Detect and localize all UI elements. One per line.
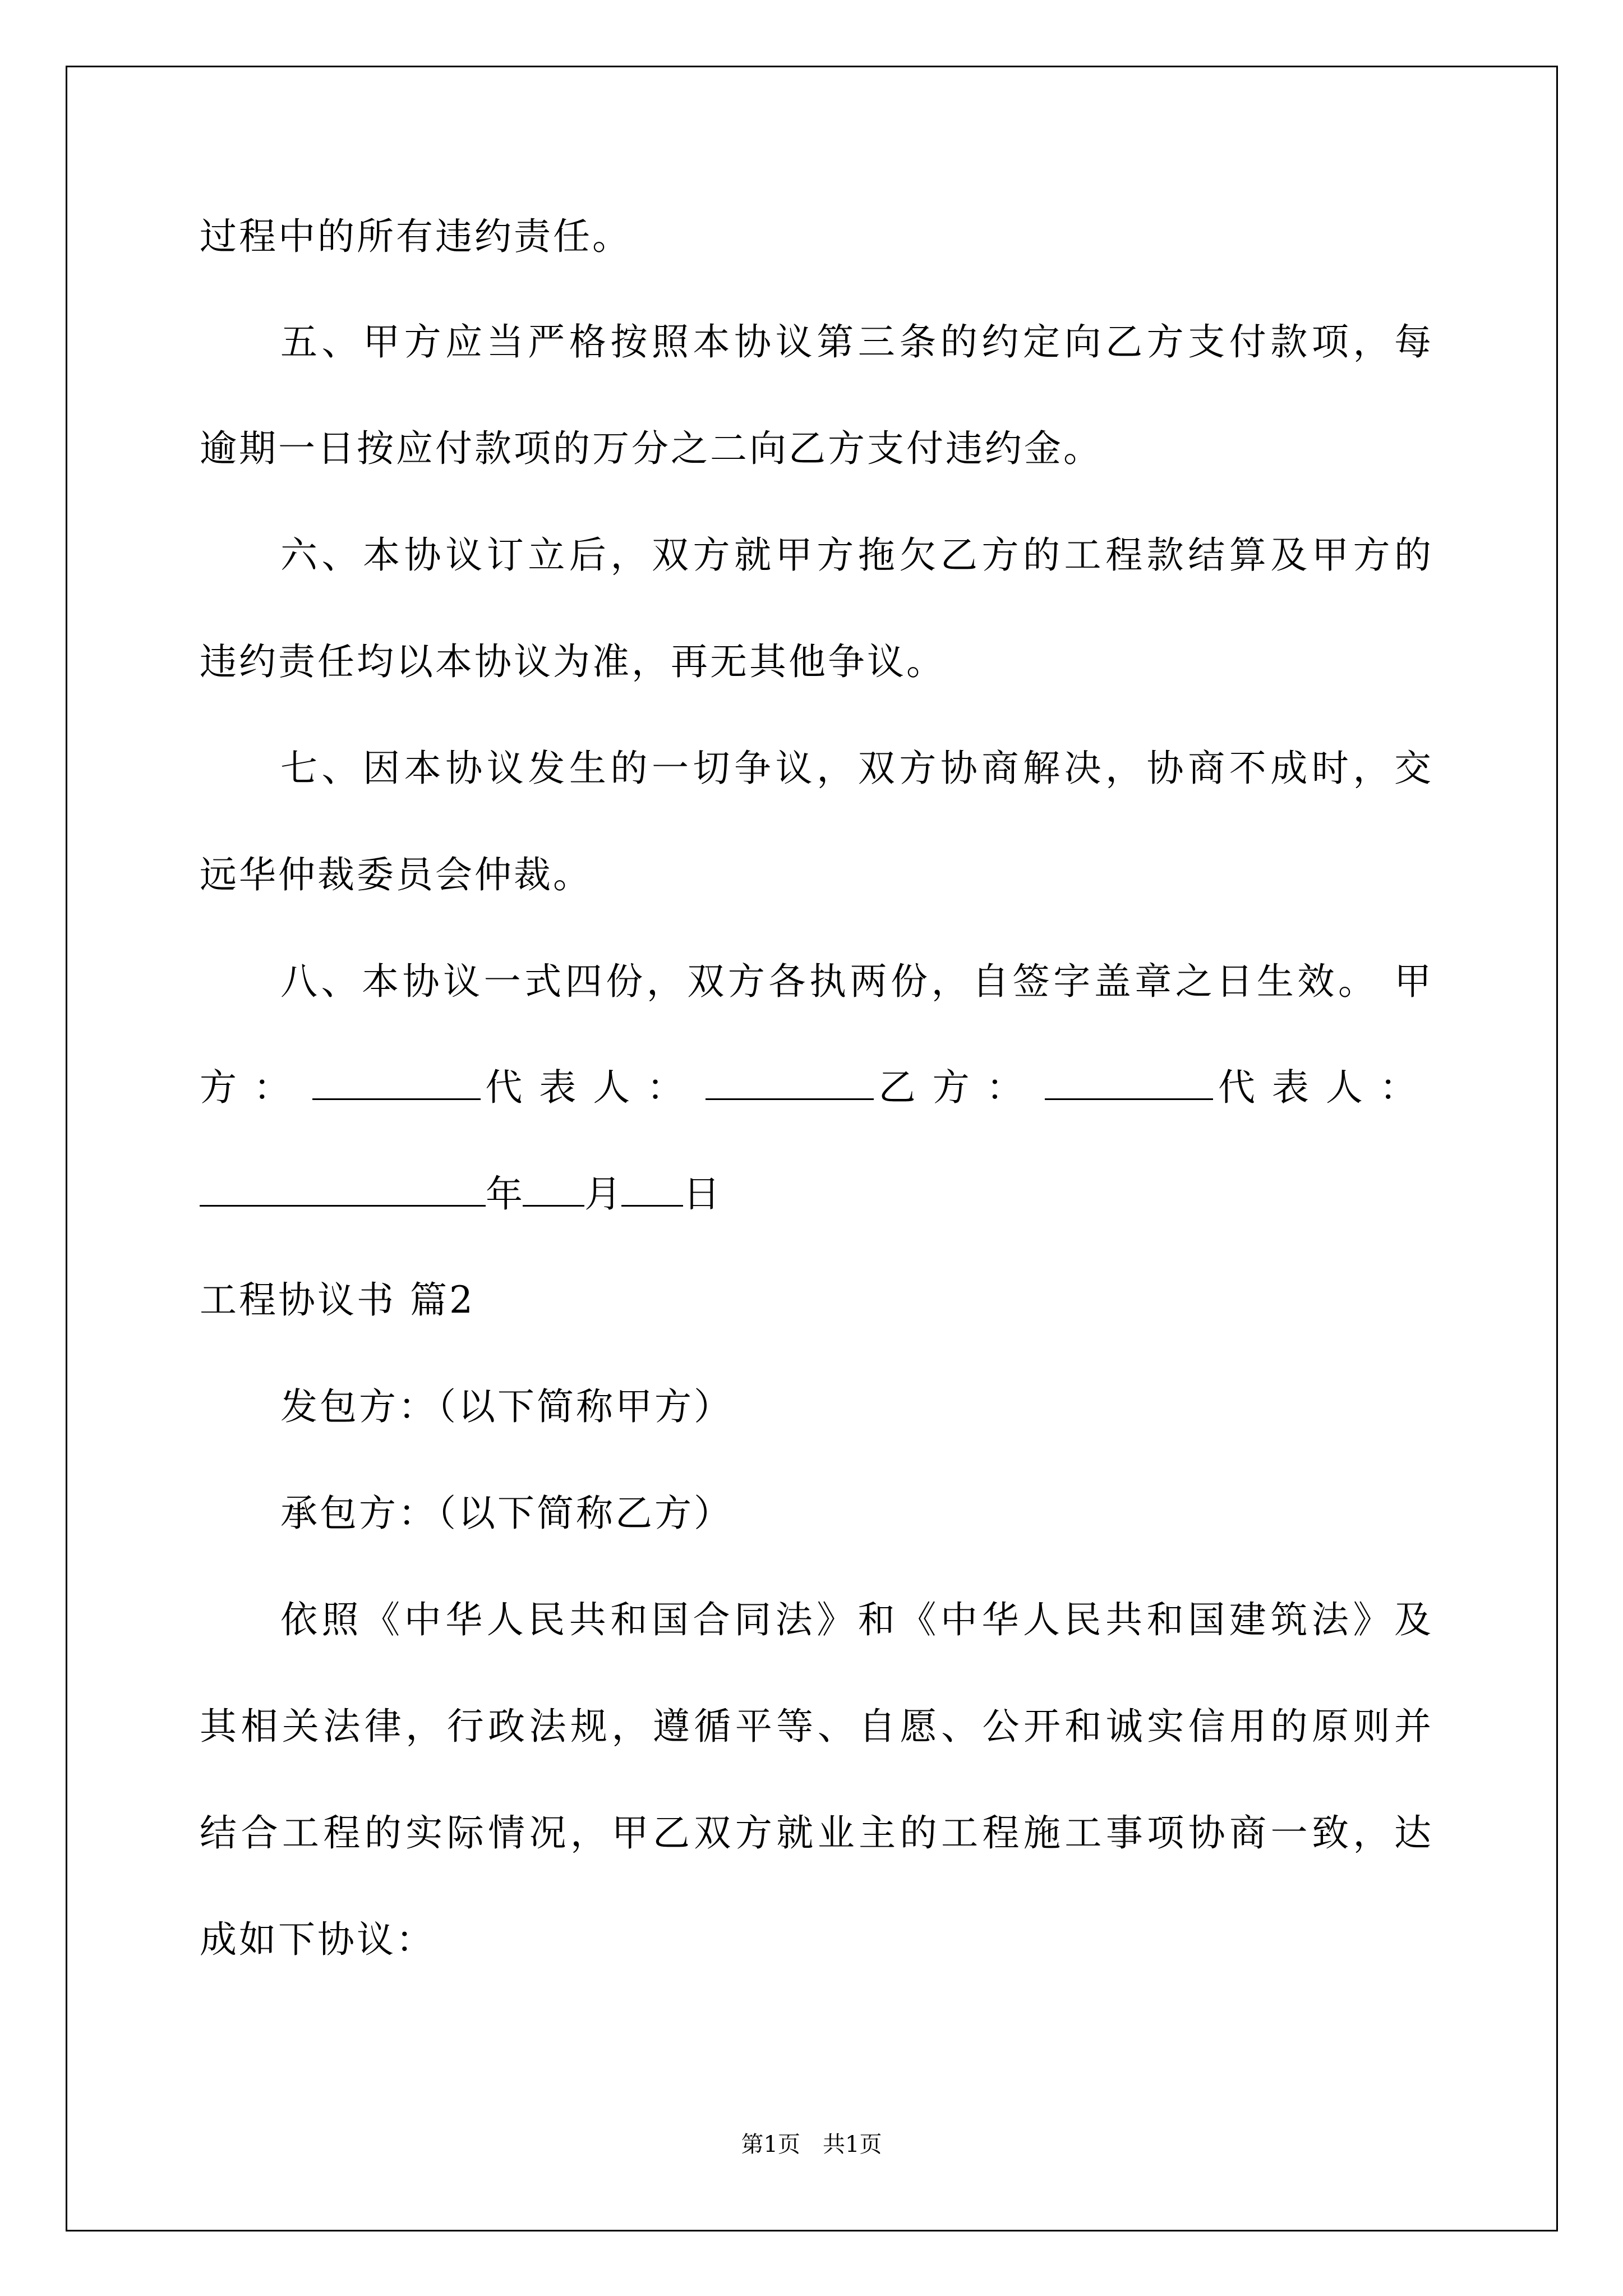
contract-line: 发包方：（以下简称甲方）	[280, 1385, 733, 1428]
date-row	[200, 1171, 720, 1217]
rep-b-label: 代表人：	[1218, 1066, 1433, 1109]
day-blank	[621, 1171, 683, 1207]
year-label: 年	[486, 1172, 523, 1216]
rep-a-blank	[706, 1065, 874, 1100]
page-border	[66, 66, 1558, 2231]
section-title: 工程协议书 篇2	[200, 1278, 475, 1322]
paragraph-line: 逾期一日按应付款项的万分之二向乙方支付违约金。	[200, 427, 1103, 470]
page-footer: 第1页 共1页	[741, 2132, 882, 2157]
paragraph-line: 违约责任均以本协议为准，再无其他争议。	[200, 640, 946, 683]
paragraph-line: 七、因本协议发生的一切争议，双方协商解决，协商不成时，交	[280, 747, 1433, 790]
rep-a-label: 代表人：	[485, 1066, 701, 1109]
party-b-blank	[1045, 1065, 1213, 1100]
contract-line: 成如下协议：	[200, 1918, 435, 1961]
contract-line: 其相关法律，行政法规，遵循平等、自愿、公开和诚实信用的原则并	[200, 1705, 1433, 1748]
paragraph-line: 过程中的所有违约责任。	[200, 215, 631, 258]
contract-line: 依照《中华人民共和国合同法》和《中华人民共和国建筑法》及	[280, 1598, 1433, 1641]
paragraph-line: 八、本协议一式四份，双方各执两份，自签字盖章之日生效。 甲	[280, 960, 1433, 1003]
party-a-label: 方：	[200, 1066, 307, 1109]
contract-line: 结合工程的实际情况，甲乙双方就业主的工程施工事项协商一致，达	[200, 1811, 1433, 1855]
month-blank	[523, 1171, 584, 1207]
day-label: 日	[683, 1172, 720, 1216]
month-label: 月	[584, 1172, 621, 1216]
contract-line: 承包方：（以下简称乙方）	[280, 1492, 733, 1535]
paragraph-line: 五、甲方应当严格按照本协议第三条的约定向乙方支付款项，每	[280, 320, 1433, 364]
paragraph-line: 六、本协议订立后，双方就甲方拖欠乙方的工程款结算及甲方的	[280, 533, 1433, 577]
signature-row	[200, 1065, 1433, 1110]
date-blank-prefix	[200, 1171, 486, 1207]
party-b-label: 乙方：	[878, 1066, 1040, 1109]
paragraph-line: 远华仲裁委员会仲裁。	[200, 853, 592, 896]
party-a-blank	[312, 1065, 481, 1100]
